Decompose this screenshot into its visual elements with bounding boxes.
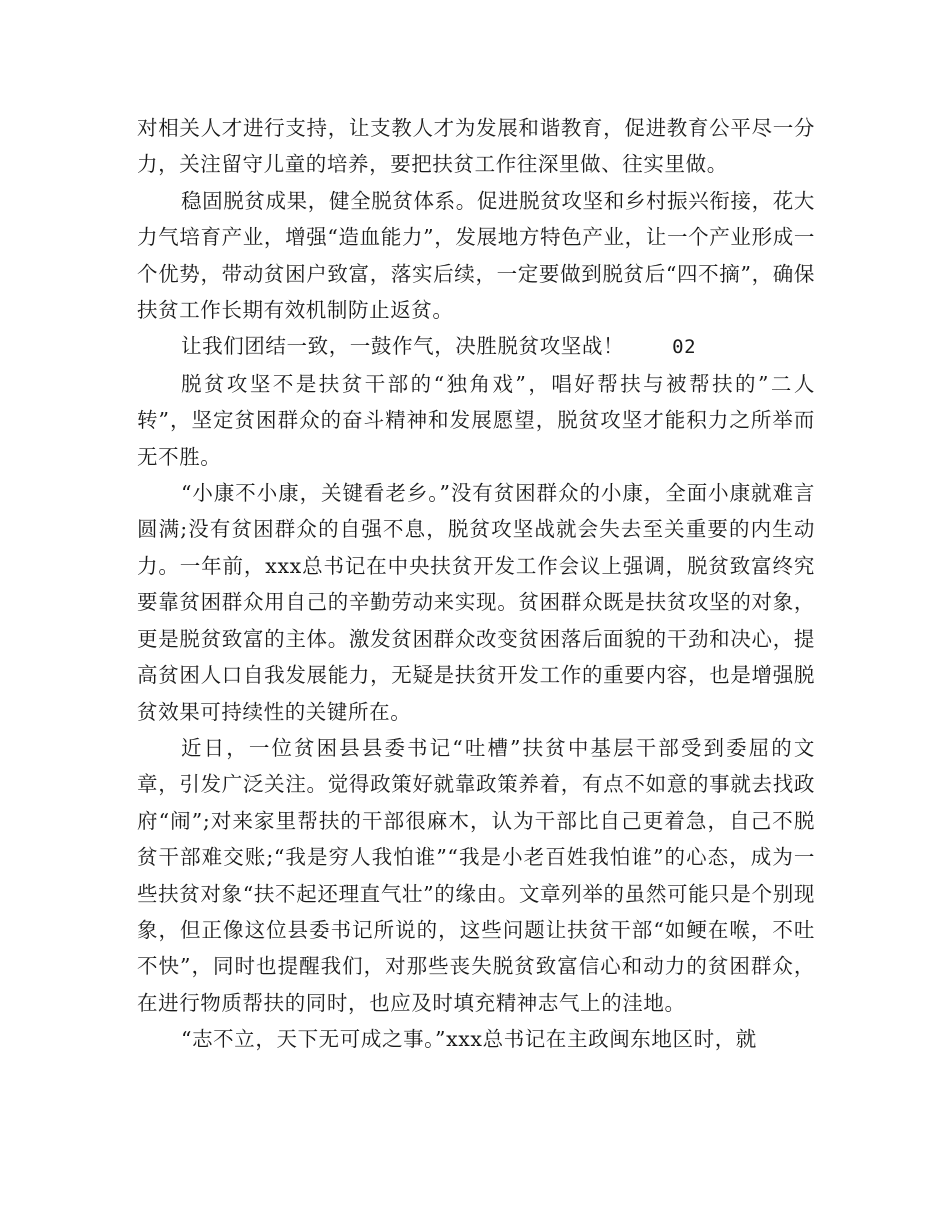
- paragraph-call-to-action: [137, 328, 815, 365]
- paragraph-text: 对相关人才进行支持，让支教人才为发展和谐教育，促进教育公平尽一分力，关注留守儿童的培养，要把扶贫工作往深里做、往实里做。: [137, 116, 815, 177]
- paragraph-not-a-solo-show: [137, 366, 815, 475]
- paragraph-county-secretary: [137, 730, 815, 1021]
- paragraph-consolidate-results: [137, 183, 815, 329]
- paragraph-text: 近日，一位贫困县县委书记“吐槽”扶贫中基层干部受到委屈的文章，引发广泛关注。觉得政策好就靠政策养着，有点不如意的事就去找政府“闹”;对来家里帮扶的干部很麻木，认为干部比自己更着急，自己不脱贫干部难交账;“我是穷人我怕谁”“我是小老百姓我怕谁”的心态，成为一些扶贫对象“扶不起还理直气壮”的缘由。文章列举的虽然可能只是个别现象，但正像这位县委书记所说的，这些问题让扶贫干部“如鲠在喉，不吐不快”，同时也提醒我们，对那些丧失脱贫致富信心和动力的贫困群众，在进行物质帮扶的同时，也应及时填充精神志气上的洼地。: [137, 735, 815, 1015]
- document-body: [137, 110, 815, 1058]
- section-number: 02: [672, 336, 697, 359]
- paragraph-text: 让我们团结一致，一鼓作气，决胜脱贫攻坚战！: [181, 334, 625, 359]
- paragraph-text: 脱贫攻坚不是扶贫干部的“独角戏”，唱好帮扶与被帮扶的”二人转”，坚定贫困群众的奋斗精神和发展愿望，脱贫攻坚才能积力之所举而无不胜。: [137, 371, 815, 469]
- paragraph-ambition: [137, 1021, 815, 1057]
- paragraph-text: 稳固脱贫成果，健全脱贫体系。促进脱贫攻坚和乡村振兴衔接，花大力气培育产业，增强“造血能力”，发展地方特色产业，让一个产业形成一个优势，带动贫困户致富，落实后续，一定要做到脱贫后“四不摘”，确保扶贫工作长期有效机制防止返贫。: [137, 188, 815, 323]
- paragraph-continuation: [137, 110, 815, 183]
- paragraph-text: “小康不小康，关键看老乡。”没有贫困群众的小康，全面小康就难言圆满;没有贫困群众的自强不息，脱贫攻坚战就会失去至关重要的内生动力。一年前，xxx总书记在中央扶贫开发工作会议上强调，脱贫致富终究要靠贫困群众用自己的辛勤劳动来实现。贫困群众既是扶贫攻坚的对象，更是脱贫致富的主体。激发贫困群众改变贫困落后面貌的干劲和决心，提高贫困人口自我发展能力，无疑是扶贫开发工作的重要内容，也是增强脱贫效果可持续性的关键所在。: [137, 481, 815, 724]
- paragraph-xiaokang: [137, 475, 815, 730]
- paragraph-text: “志不立，天下无可成之事。”xxx总书记在主政闽东地区时，就: [181, 1027, 757, 1052]
